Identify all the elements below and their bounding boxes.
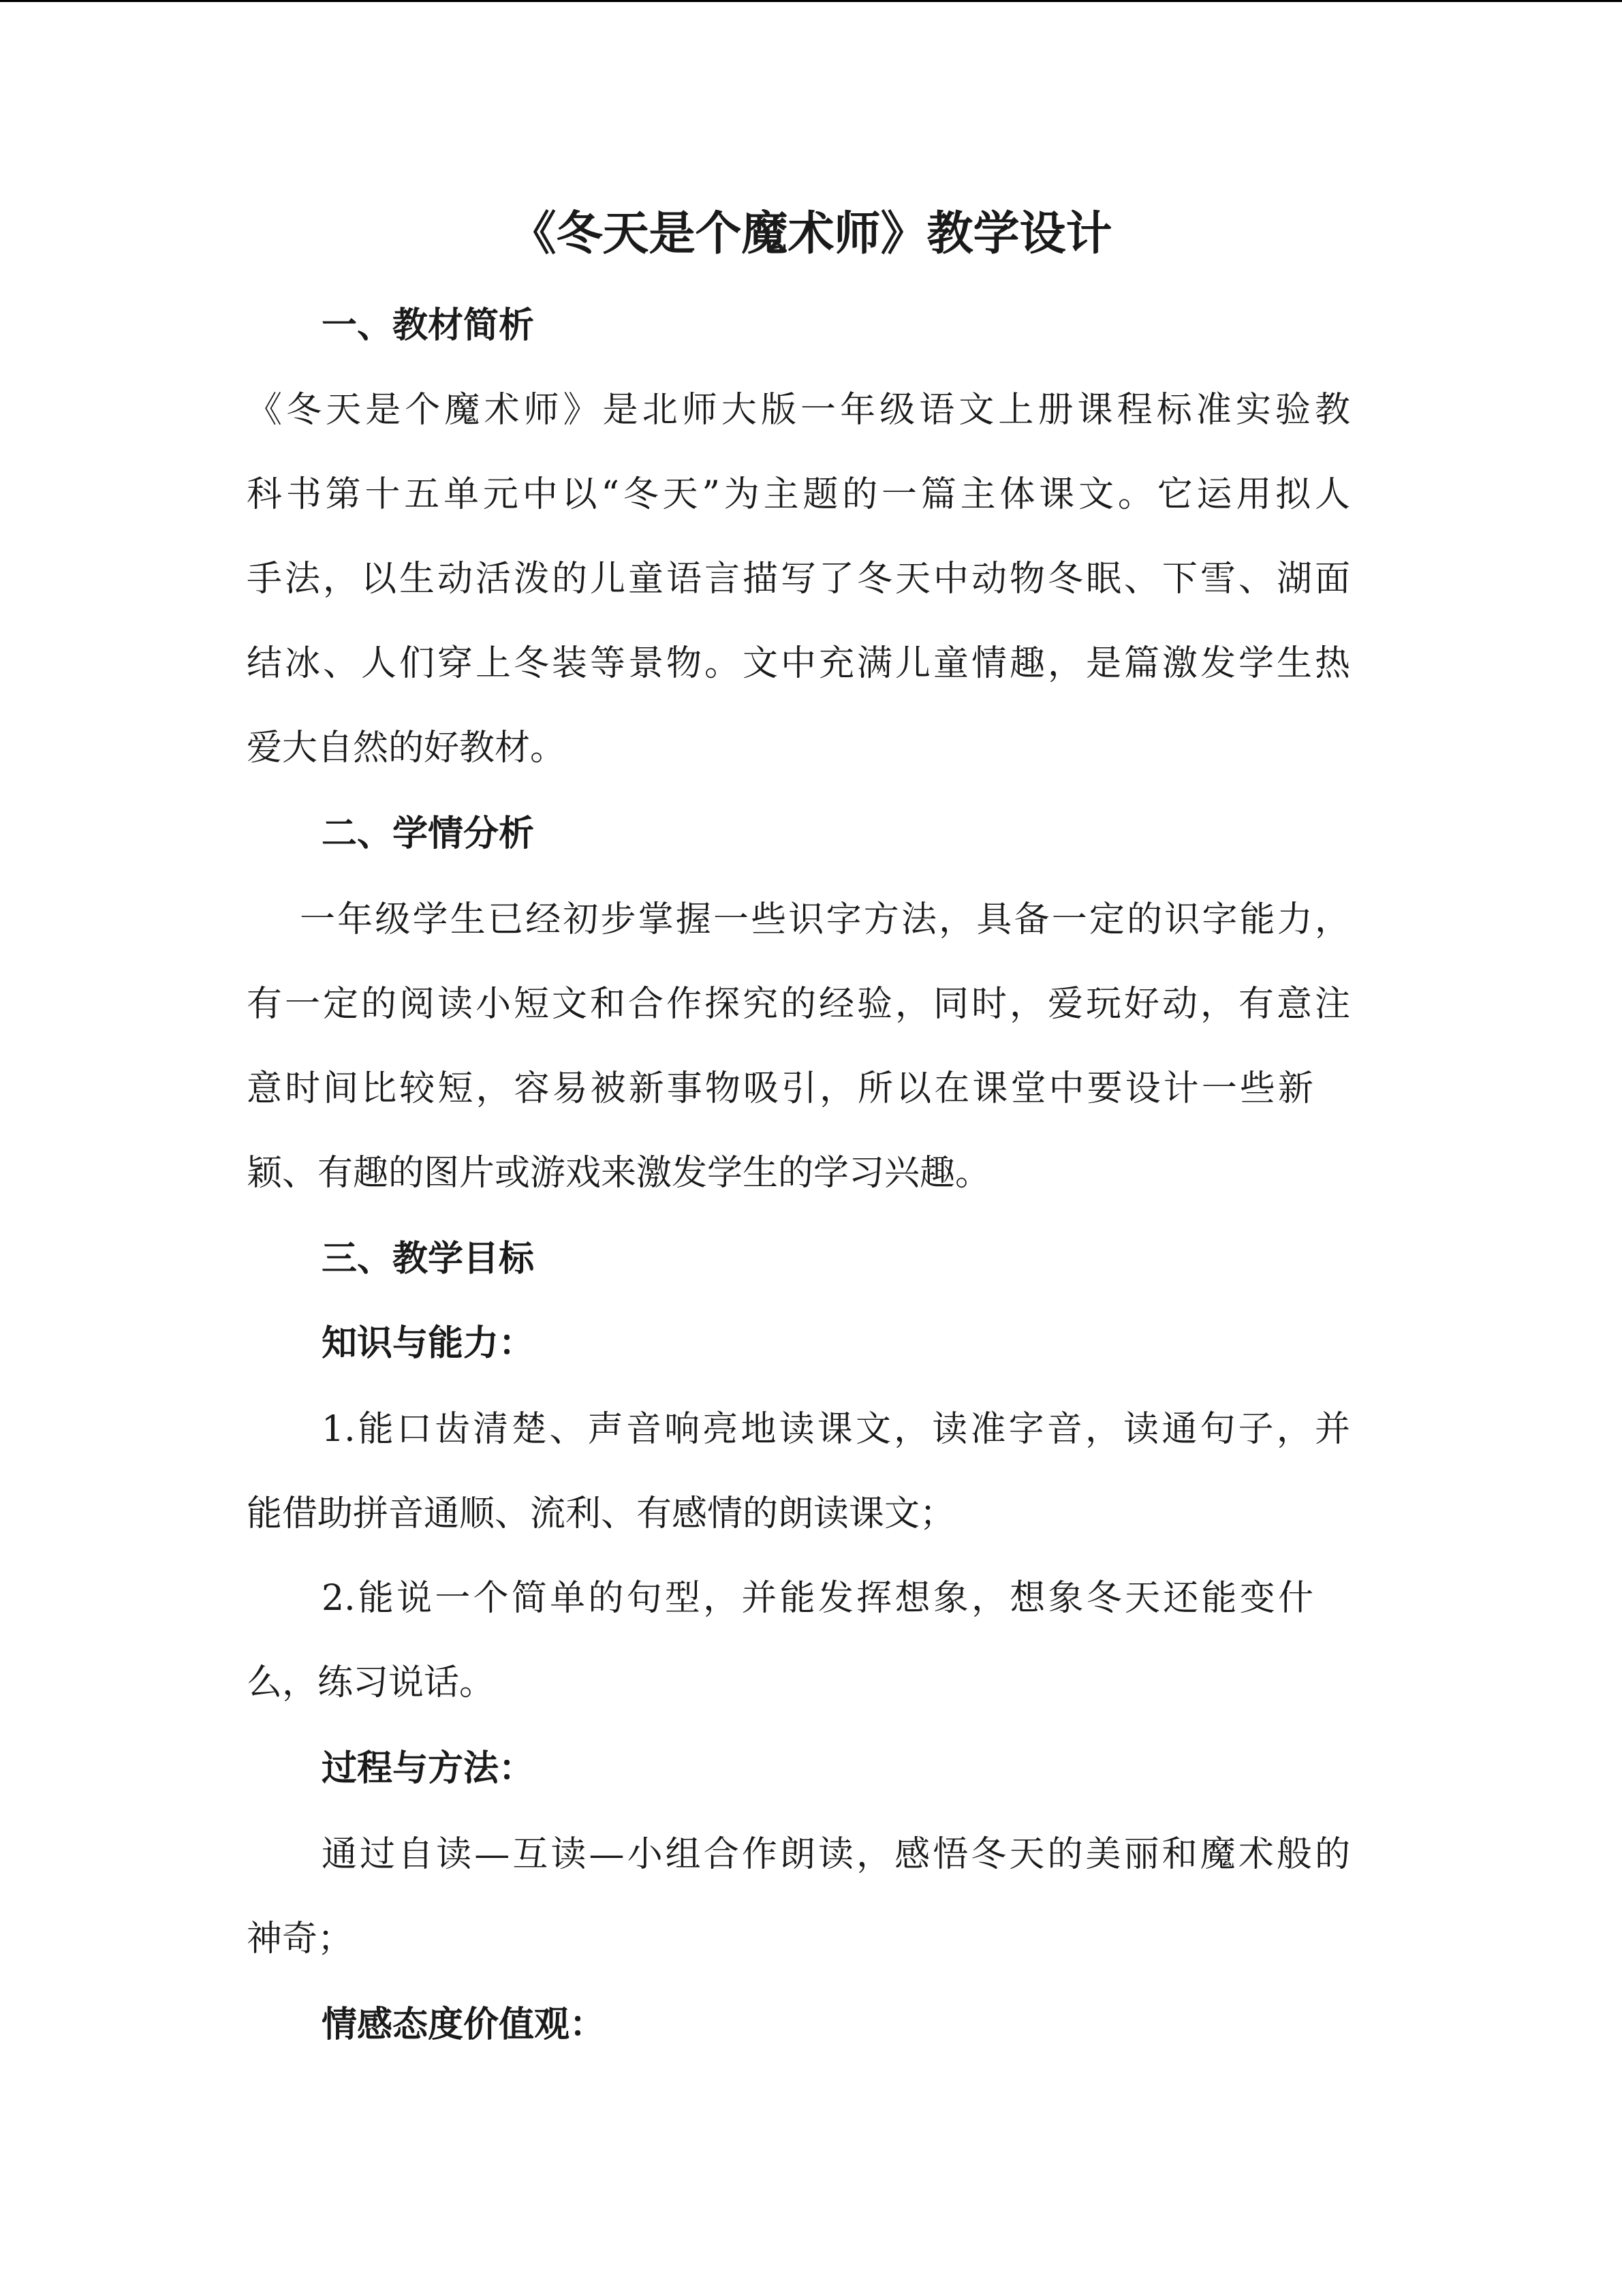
paragraph-line: 神奇； <box>247 1919 354 1959</box>
objective-item-1-line: 1.能口齿清楚、声音响亮地读课文，读准字音，读通句子，并 <box>322 1409 1350 1450</box>
subheading-knowledge-ability: 知识与能力： <box>322 1323 535 1364</box>
paragraph-line: 通过自读—互读—小组合作朗读，感悟冬天的美丽和魔术般的 <box>322 1834 1350 1875</box>
objective-item-2-line: 2.能说一个简单的句型，并能发挥想象，想象冬天还能变什 <box>322 1578 1313 1619</box>
paragraph-line: 一年级学生已经初步掌握一些识字方法，具备一定的识字能力， <box>300 899 1350 940</box>
objective-item-1-line: 能借助拼音通顺、流利、有感情的朗读课文； <box>247 1493 956 1534</box>
section-heading-learner-analysis: 二、学情分析 <box>322 813 535 854</box>
document-title: 《冬天是个魔术师》教学设计 <box>510 207 1112 261</box>
subheading-process-method: 过程与方法： <box>322 1748 535 1789</box>
paragraph-line: 结冰、人们穿上冬装等景物。文中充满儿童情趣，是篇激发学生热 <box>247 643 1350 684</box>
document-page <box>0 2 1622 2296</box>
section-heading-textbook-analysis: 一、教材简析 <box>322 305 535 346</box>
paragraph-line: 手法，以生动活泼的儿童语言描写了冬天中动物冬眠、下雪、湖面 <box>247 559 1350 600</box>
section-heading-teaching-objectives: 三、教学目标 <box>322 1239 535 1279</box>
paragraph-line: 科书第十五单元中以“冬天”为主题的一篇主体课文。它运用拟人 <box>247 474 1350 515</box>
paragraph-line: 意时间比较短，容易被新事物吸引，所以在课堂中要设计一些新 <box>247 1068 1313 1109</box>
objective-item-2-line: 么，练习说话。 <box>247 1662 495 1703</box>
subheading-emotion-attitude-values: 情感态度价值观： <box>322 2004 606 2045</box>
paragraph-line: 《冬天是个魔术师》是北师大版一年级语文上册课程标准实验教 <box>247 390 1350 431</box>
paragraph-line: 爱大自然的好教材。 <box>247 728 566 769</box>
paragraph-line: 有一定的阅读小短文和合作探究的经验，同时，爱玩好动，有意注 <box>247 984 1350 1025</box>
paragraph-line: 颖、有趣的图片或游戏来激发学生的学习兴趣。 <box>247 1153 991 1194</box>
